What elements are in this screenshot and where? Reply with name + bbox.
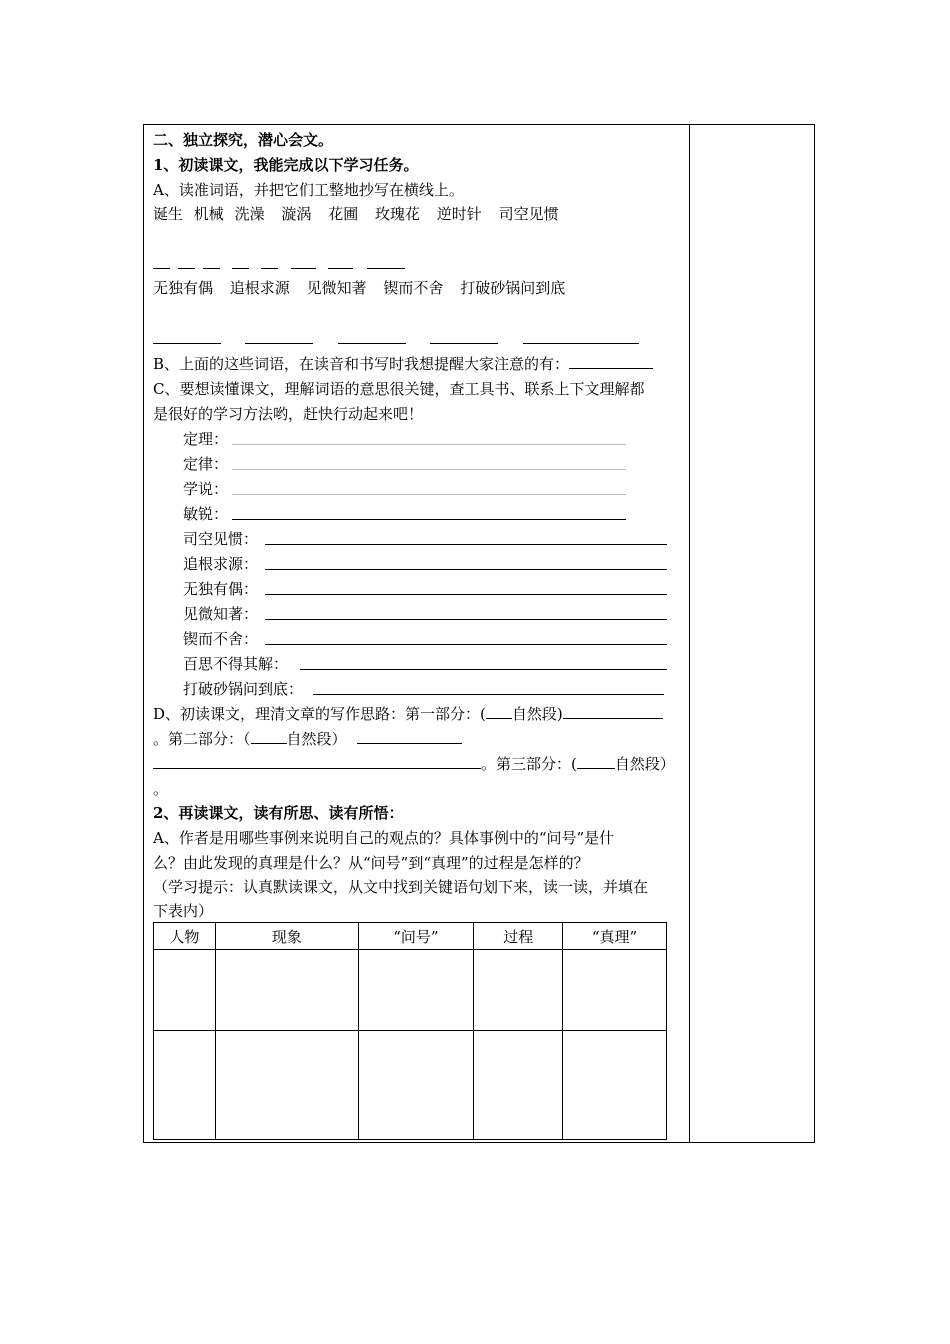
blank-line[interactable] xyxy=(328,268,353,269)
definition-line[interactable] xyxy=(232,444,626,445)
word-list-2 xyxy=(153,278,565,298)
definition-line[interactable] xyxy=(232,494,626,495)
task2-title: 2、再读课文，读有所思、读有所悟： xyxy=(153,804,404,822)
blank-line[interactable] xyxy=(153,343,221,344)
table-cell[interactable] xyxy=(154,1031,216,1140)
column-divider xyxy=(689,125,690,1142)
blank-line[interactable] xyxy=(245,343,313,344)
word: 诞生 xyxy=(153,205,184,223)
definition-label: 锲而不舍： xyxy=(183,630,259,648)
task-d-end: 。 xyxy=(153,780,169,798)
word: 花圃 xyxy=(328,205,359,223)
definition-label: 定理： xyxy=(183,430,229,448)
table-row xyxy=(154,1031,667,1140)
task-b-instruction xyxy=(153,354,653,374)
definition-line[interactable] xyxy=(265,569,667,570)
definition-label: 司空见惯： xyxy=(183,530,259,548)
table-cell[interactable] xyxy=(154,950,216,1031)
definition-label: 百思不得其解： xyxy=(183,655,289,673)
part2-summary-blank[interactable] xyxy=(357,729,462,744)
word: 洗澡 xyxy=(234,205,265,223)
word: 司空见惯 xyxy=(498,205,559,223)
definition-line[interactable] xyxy=(232,519,626,520)
task-c-line-1: C、要想读懂课文，理解词语的意思很关键，查工具书、联系上下文理解都 xyxy=(153,380,645,398)
definition-label: 打破砂锅问到底： xyxy=(183,680,304,698)
table-header-row xyxy=(154,923,667,950)
table-cell[interactable] xyxy=(215,950,358,1031)
definition-label: 无独有偶： xyxy=(183,580,259,598)
blank-line[interactable] xyxy=(338,343,406,344)
word: 见微知著 xyxy=(306,279,367,297)
task-b-answer-line[interactable] xyxy=(569,354,653,369)
part2-paragraph-blank[interactable] xyxy=(251,729,287,744)
task-d-line-3 xyxy=(153,754,675,774)
blank-line[interactable] xyxy=(153,268,170,269)
task2a-line-2: 么？由此发现的真理是什么？从“问号”到“真理”的过程是怎样的？ xyxy=(153,854,589,872)
natural-paragraph-label: 自然段) xyxy=(511,705,563,723)
task-d-part1-text: D、初读课文，理清文章的写作思路：第一部分：( xyxy=(153,705,486,723)
table-cell[interactable] xyxy=(358,950,474,1031)
task-d-part2-text: 。第二部分：（ xyxy=(153,730,251,748)
definition-line[interactable] xyxy=(313,694,664,695)
definition-label: 见微知著： xyxy=(183,605,259,623)
examples-table xyxy=(153,922,667,1140)
task2a-line-3: （学习提示：认真默读课文，从文中找到关键语句划下来，读一读，并填在 xyxy=(153,878,649,896)
word: 玫瑰花 xyxy=(374,205,420,223)
header-truth: “真理” xyxy=(563,923,667,950)
definition-label: 学说： xyxy=(183,480,229,498)
task-b-text: B、上面的这些词语，在读音和书写时我想提醒大家注意的有： xyxy=(153,355,570,373)
word-list-1 xyxy=(153,204,559,224)
definition-line[interactable] xyxy=(300,669,667,670)
word: 追根求源 xyxy=(229,279,290,297)
part2-summary-continued-blank[interactable] xyxy=(153,754,481,769)
word: 打破砂锅问到底 xyxy=(460,279,566,297)
table-cell[interactable] xyxy=(215,1031,358,1140)
task-d-line-1 xyxy=(153,704,663,724)
blank-line[interactable] xyxy=(203,268,220,269)
definition-label: 追根求源： xyxy=(183,555,259,573)
table-cell[interactable] xyxy=(474,950,563,1031)
header-process: 过程 xyxy=(474,923,563,950)
word: 无独有偶 xyxy=(153,279,214,297)
part3-paragraph-blank[interactable] xyxy=(577,754,615,769)
definition-line[interactable] xyxy=(265,594,667,595)
task-d-line-2 xyxy=(153,729,462,749)
section-title: 二、独立探究，潜心会文。 xyxy=(153,131,334,149)
definition-line[interactable] xyxy=(265,544,667,545)
blank-line[interactable] xyxy=(291,268,316,269)
part1-paragraph-blank[interactable] xyxy=(486,704,512,719)
blank-line[interactable] xyxy=(523,343,639,344)
header-question: “问号” xyxy=(358,923,474,950)
natural-paragraph-label: 自然段） xyxy=(614,755,675,773)
table-cell[interactable] xyxy=(358,1031,474,1140)
blank-line[interactable] xyxy=(430,343,498,344)
part1-summary-blank[interactable] xyxy=(563,704,663,719)
definition-line[interactable] xyxy=(232,469,626,470)
blank-line[interactable] xyxy=(367,268,405,269)
definition-label: 敏锐： xyxy=(183,505,229,523)
table-cell[interactable] xyxy=(474,1031,563,1140)
word: 逆时针 xyxy=(436,205,482,223)
table-row xyxy=(154,950,667,1031)
word: 机械 xyxy=(193,205,224,223)
definition-label: 定律： xyxy=(183,455,229,473)
definition-line[interactable] xyxy=(265,644,667,645)
definition-line[interactable] xyxy=(265,619,667,620)
table-cell[interactable] xyxy=(563,1031,667,1140)
blank-line[interactable] xyxy=(178,268,195,269)
worksheet-frame xyxy=(143,124,815,1143)
header-phenomenon: 现象 xyxy=(215,923,358,950)
blank-line[interactable] xyxy=(232,268,249,269)
table-cell[interactable] xyxy=(563,950,667,1031)
blank-line[interactable] xyxy=(261,268,278,269)
task2a-line-4: 下表内） xyxy=(153,902,214,920)
task-c-line-2: 是很好的学习方法哟，赶快行动起来吧！ xyxy=(153,405,424,423)
header-person: 人物 xyxy=(154,923,216,950)
word: 锲而不舍 xyxy=(383,279,444,297)
task-a-instruction: A、读准词语，并把它们工整地抄写在横线上。 xyxy=(153,181,464,199)
task2a-line-1: A、作者是用哪些事例来说明自己的观点的？具体事例中的“问号”是什 xyxy=(153,829,615,847)
natural-paragraph-label: 自然段） xyxy=(286,730,347,748)
task-d-part3-text: 。第三部分：( xyxy=(481,755,577,773)
word: 漩涡 xyxy=(281,205,312,223)
task1-title: 1、初读课文，我能完成以下学习任务。 xyxy=(153,156,419,174)
